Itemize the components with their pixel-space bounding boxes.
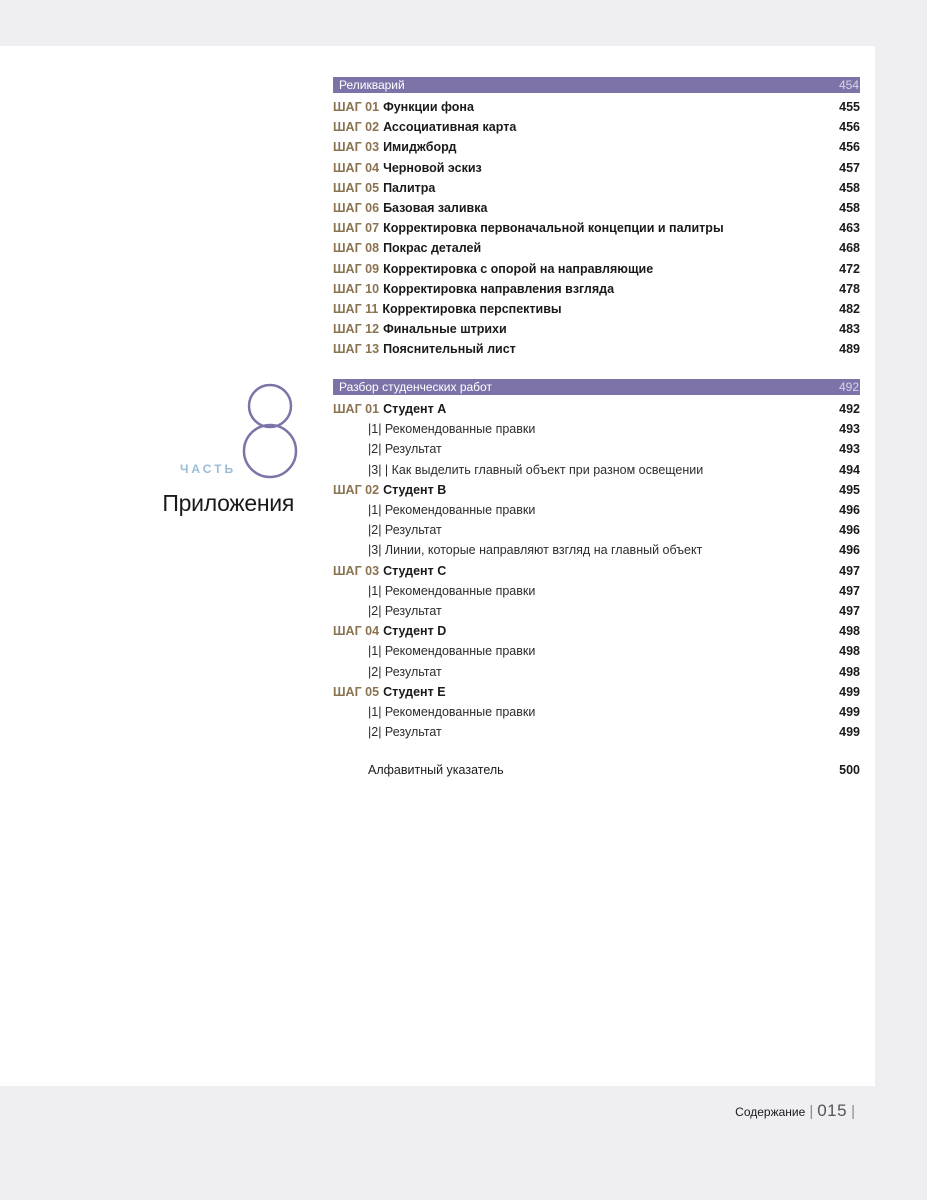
entry-page: 472: [839, 261, 860, 276]
entry-page: 498: [839, 644, 860, 659]
entry-page: 483: [839, 322, 860, 337]
toc-entry[interactable]: [333, 117, 860, 137]
toc-subentry[interactable]: [333, 540, 860, 560]
subentry-title: |1| Рекомендованные правки: [368, 583, 536, 598]
part-number-8: [240, 383, 300, 479]
step-label: ШАГ 05: [333, 684, 380, 699]
toc-subentry[interactable]: [333, 722, 860, 742]
entry-page: 498: [839, 664, 860, 679]
subentry-title: |3| Линии, которые направляют взгляд на главный объект: [368, 543, 703, 558]
entry-title: Покрас деталей: [383, 241, 482, 256]
step-label: ШАГ 03: [333, 563, 380, 578]
entry-page: 496: [839, 503, 860, 518]
entry-title: Студент A: [383, 402, 447, 417]
step-label: ШАГ 02: [333, 120, 380, 135]
toc-entry[interactable]: [333, 178, 860, 198]
entry-page: 482: [839, 301, 860, 316]
section-page: 492: [838, 380, 859, 394]
toc-entry[interactable]: [333, 339, 860, 359]
toc-subentry[interactable]: [333, 419, 860, 439]
subentry-title: |1| Рекомендованные правки: [368, 644, 536, 659]
toc-entry[interactable]: [333, 279, 860, 299]
entry-title: Базовая заливка: [383, 201, 488, 216]
step-label: ШАГ 08: [333, 241, 380, 256]
part-title: Приложения: [162, 490, 294, 516]
entry-page: 478: [839, 281, 860, 296]
footer-separator: |: [809, 1103, 814, 1120]
part-label: ЧАСТЬ: [180, 462, 237, 476]
entry-page: 497: [839, 583, 860, 598]
entry-page: 496: [839, 523, 860, 538]
entry-title: Функции фона: [383, 100, 474, 115]
toc-entry[interactable]: [333, 238, 860, 258]
entry-title: Корректировка перспективы: [382, 301, 562, 316]
entry-title: Корректировка с опорой на направляющие: [383, 261, 654, 276]
footer-separator-end: |: [851, 1103, 855, 1120]
step-label: ШАГ 13: [333, 342, 380, 357]
step-label: ШАГ 05: [333, 180, 380, 195]
step-label: ШАГ 03: [333, 140, 380, 155]
subentry-title: |2| Результат: [368, 664, 442, 679]
entry-page: 489: [839, 342, 860, 357]
toc-entry[interactable]: [333, 137, 860, 157]
footer-page-number: 015: [817, 1101, 848, 1120]
entry-page: 499: [839, 725, 860, 740]
section-header[interactable]: [333, 77, 860, 93]
toc-subentry[interactable]: [333, 581, 860, 601]
step-label: ШАГ 09: [333, 261, 380, 276]
entry-page: 494: [839, 462, 860, 477]
toc-section-relikvariy: [333, 77, 860, 359]
entry-title: Финальные штрихи: [383, 322, 507, 337]
entry-title: Имиджборд: [383, 140, 457, 155]
index-title: Алфавитный указатель: [368, 763, 504, 778]
subentry-title: |1| Рекомендованные правки: [368, 422, 536, 437]
entry-title: Пояснительный лист: [383, 342, 516, 357]
section-title: Разбор студенческих работ: [339, 380, 492, 394]
entry-title: Корректировка направления взгляда: [383, 281, 615, 296]
entry-page: 498: [839, 624, 860, 639]
toc-entry[interactable]: [333, 319, 860, 339]
entry-page: 493: [839, 442, 860, 457]
subentry-title: |2| Результат: [368, 523, 442, 538]
entry-page: 463: [839, 221, 860, 236]
step-label: ШАГ 10: [333, 281, 380, 296]
toc-entry[interactable]: [333, 218, 860, 238]
part-number-text: 8: [240, 383, 241, 384]
toc-entries: [333, 399, 860, 742]
toc-entry[interactable]: [333, 198, 860, 218]
entry-page: 497: [839, 603, 860, 618]
section-page: 454: [838, 78, 859, 92]
toc-entry[interactable]: [333, 561, 860, 581]
entry-title: Палитра: [383, 180, 436, 195]
entry-page: 456: [839, 120, 860, 135]
entry-page: 499: [839, 684, 860, 699]
toc-subentry[interactable]: [333, 702, 860, 722]
footer-label: Содержание: [735, 1105, 806, 1119]
entry-page: 468: [839, 241, 860, 256]
entry-page: 458: [839, 180, 860, 195]
step-label: ШАГ 06: [333, 201, 380, 216]
entry-title: Корректировка первоначальной концепции и палитры: [383, 221, 724, 236]
toc-subentry[interactable]: [333, 460, 860, 480]
toc-index-entry[interactable]: [333, 760, 860, 780]
subentry-title: |3| | Как выделить главный объект при разном освещении: [368, 462, 704, 477]
section-title: Реликварий: [339, 78, 405, 92]
step-label: ШАГ 07: [333, 221, 380, 236]
subentry-title: |2| Результат: [368, 442, 442, 457]
toc-section-student-works: [333, 379, 860, 780]
step-label: ШАГ 04: [333, 160, 380, 175]
toc-entry[interactable]: [333, 259, 860, 279]
toc-subentry[interactable]: [333, 500, 860, 520]
entry-title: Студент E: [383, 684, 446, 699]
subentry-title: |1| Рекомендованные правки: [368, 503, 536, 518]
toc-entry[interactable]: [333, 399, 860, 419]
subentry-title: |1| Рекомендованные правки: [368, 704, 536, 719]
step-label: ШАГ 02: [333, 482, 380, 497]
toc-entry[interactable]: [333, 621, 860, 641]
step-label: ШАГ 01: [333, 100, 380, 115]
toc-subentry[interactable]: [333, 661, 860, 681]
toc-subentry[interactable]: [333, 439, 860, 459]
step-label: ШАГ 01: [333, 402, 380, 417]
entry-page: 455: [839, 100, 860, 115]
page-footer: [735, 1101, 859, 1121]
index-page: 500: [839, 763, 860, 778]
step-label: ШАГ 12: [333, 322, 380, 337]
subentry-title: |2| Результат: [368, 603, 442, 618]
toc-entry[interactable]: [333, 480, 860, 500]
step-label: ШАГ 04: [333, 624, 380, 639]
toc-entries: [333, 97, 860, 359]
entry-page: 457: [839, 160, 860, 175]
entry-page: 456: [839, 140, 860, 155]
toc-subentry[interactable]: [333, 641, 860, 661]
entry-page: 495: [839, 482, 860, 497]
toc-entry[interactable]: [333, 682, 860, 702]
toc-entry[interactable]: [333, 158, 860, 178]
section-header[interactable]: [333, 379, 860, 395]
toc-subentry[interactable]: [333, 520, 860, 540]
entry-title: Ассоциативная карта: [383, 120, 517, 135]
entry-page: 497: [839, 563, 860, 578]
entry-page: 496: [839, 543, 860, 558]
entry-page: 493: [839, 422, 860, 437]
entry-page: 458: [839, 201, 860, 216]
step-label: ШАГ 11: [333, 301, 379, 316]
toc-entry[interactable]: [333, 299, 860, 319]
subentry-title: |2| Результат: [368, 725, 442, 740]
entry-title: Черновой эскиз: [383, 160, 482, 175]
toc-entry[interactable]: [333, 97, 860, 117]
entry-title: Студент C: [383, 563, 447, 578]
entry-page: 499: [839, 704, 860, 719]
entry-title: Студент D: [383, 624, 447, 639]
toc-subentry[interactable]: [333, 601, 860, 621]
entry-title: Студент B: [383, 482, 447, 497]
entry-page: 492: [839, 402, 860, 417]
